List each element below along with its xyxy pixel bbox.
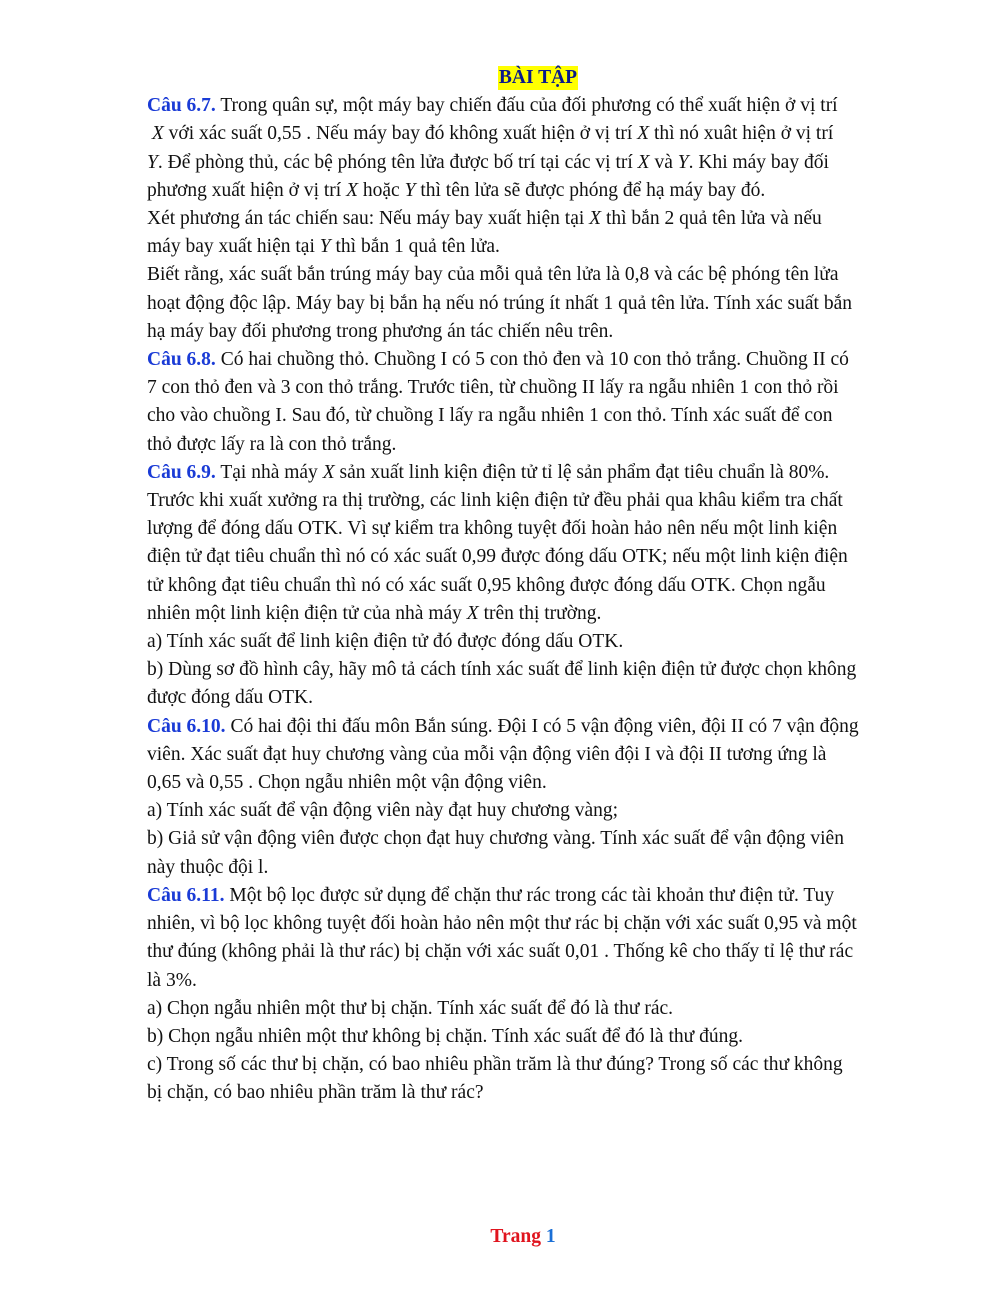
q69-line-5: tử không đạt tiêu chuẩn thì nó có xác suất 0,95 không được đóng dấu OTK. Chọn ngẫu xyxy=(147,574,826,596)
var: Y xyxy=(677,151,689,173)
q69-line-2: Trước khi xuất xưởng ra thị trường, các linh kiện điện tử đều phải qua khâu kiểm tra chất xyxy=(147,490,843,512)
var: X xyxy=(589,208,602,230)
q611-line-1 xyxy=(147,882,927,910)
q68-line-3: cho vào chuồng I. Sau đó, từ chuồng I lấy ra ngẫu nhiên 1 con thỏ. Tính xác suất để con xyxy=(147,405,833,427)
var: X xyxy=(637,151,650,173)
text: sản xuất linh kiện điện tử tỉ lệ sản phẩm đạt tiêu chuẩn là 80%. xyxy=(334,461,830,483)
question-6-7 xyxy=(147,92,927,346)
q611-part-a: a) Chọn ngẫu nhiên một thư bị chặn. Tính xác suất để đó là thư rác. xyxy=(147,997,674,1019)
question-label: Câu 6.8. xyxy=(147,349,216,371)
q67-line-7: Biết rằng, xác suất bắn trúng máy bay của mỗi quả tên lửa là 0,8 và các bệ phóng tên lửa xyxy=(147,264,839,286)
text: . Khi máy bay đối xyxy=(688,151,829,173)
var: X xyxy=(466,602,479,624)
text: trên thị trường. xyxy=(478,602,602,624)
text: thì bắn 2 quả tên lửa và nếu xyxy=(601,208,822,230)
q68-line-1 xyxy=(147,346,927,374)
var: Y xyxy=(147,151,158,173)
q67-line-4 xyxy=(147,177,927,205)
q69-part-a: a) Tính xác suất để linh kiện điện tử đó được đóng dấu OTK. xyxy=(147,631,624,653)
question-6-9 xyxy=(147,459,927,713)
text: nhiên một linh kiện điện tử của nhà máy xyxy=(147,602,467,624)
page-content xyxy=(147,64,927,1108)
text: thì bắn 1 quả tên lửa. xyxy=(330,236,500,258)
q610-line-3: 0,65 và 0,55 . Chọn ngẫu nhiên một vận động viên. xyxy=(147,772,547,794)
q69-line-4: điện tử đạt tiêu chuẩn thì nó có xác suất 0,99 được đóng dấu OTK; nếu một linh kiện điện xyxy=(147,546,848,568)
question-label: Câu 6.11. xyxy=(147,884,225,906)
q611-line-2: nhiên, vì bộ lọc không tuyệt đối hoàn hảo nên một thư rác bị chặn với xác suất 0,95 và một xyxy=(147,913,857,935)
text: máy bay xuất hiện tại xyxy=(147,236,320,258)
q610-line-2: viên. Xác suất đạt huy chương vàng của mỗi vận động viên đội I và đội II tương ứng là xyxy=(147,743,827,765)
q67-line-8: hoạt động độc lập. Máy bay bị bắn hạ nếu nó trúng ít nhất 1 quả tên lửa. Tính xác suất bắn xyxy=(147,292,852,314)
q610-part-b-line-2: này thuộc đội l. xyxy=(147,856,269,878)
q611-line-3: thư đúng (không phải là thư rác) bị chặn với xác suất 0,01 . Thống kê cho thấy tỉ lệ thư rác xyxy=(147,941,854,963)
text: và xyxy=(649,151,678,173)
q611-line-4: là 3%. xyxy=(147,969,197,991)
text: Có hai chuồng thỏ. Chuồng I có 5 con thỏ đen và 10 con thỏ trắng. Chuồng II có xyxy=(215,349,849,371)
text: Một bộ lọc được sử dụng để chặn thư rác trong các tài khoản thư điện tử. Tuy xyxy=(224,884,835,906)
footer-page-number: 1 xyxy=(545,1226,556,1247)
q611-part-b: b) Chọn ngẫu nhiên một thư không bị chặn. Tính xác suất để đó là thư đúng. xyxy=(147,1025,743,1047)
text: . Để phòng thủ, các bệ phóng tên lửa được bố trí tại các vị trí xyxy=(157,151,638,173)
q610-part-a: a) Tính xác suất để vận động viên này đạt huy chương vàng; xyxy=(147,800,619,822)
q68-line-4: thỏ được lấy ra là con thỏ trắng. xyxy=(147,433,397,455)
text: Xét phương án tác chiến sau: Nếu máy bay xuất hiện tại xyxy=(147,208,590,230)
var: Y xyxy=(319,236,331,258)
question-6-10 xyxy=(147,713,927,882)
text: thì nó xuât hiện ở vị trí xyxy=(649,123,834,145)
question-label: Câu 6.7. xyxy=(147,95,216,117)
title-wrap xyxy=(147,64,927,92)
q611-part-c-line-1: c) Trong số các thư bị chặn, có bao nhiêu phần trăm là thư đúng? Trong số các thư không xyxy=(147,1054,843,1076)
page-footer xyxy=(0,1226,1000,1248)
footer-page-word: Trang xyxy=(490,1226,541,1247)
var: Y xyxy=(404,179,416,201)
text: phương xuất hiện ở vị trí xyxy=(147,179,347,201)
q67-line-5 xyxy=(147,205,927,233)
text: hoặc xyxy=(358,179,405,201)
q69-line-6 xyxy=(147,600,927,628)
q610-line-1 xyxy=(147,713,927,741)
q69-line-3: lượng để đóng dấu OTK. Vì sự kiểm tra không tuyệt đối hoàn hảo nên nếu một linh kiện xyxy=(147,518,838,540)
q69-part-b-line-2: được đóng dấu OTK. xyxy=(147,687,314,709)
text: thì tên lửa sẽ được phóng để hạ máy bay đó. xyxy=(415,179,766,201)
q67-line-9: hạ máy bay đối phương trong phương án tác chiến nêu trên. xyxy=(147,320,614,342)
question-6-8 xyxy=(147,346,927,459)
text: Trong quân sự, một máy bay chiến đấu của đối phương có thể xuất hiện ở vị trí xyxy=(215,95,838,117)
var: X xyxy=(322,461,335,483)
text: với xác suất 0,55 . Nếu máy bay đó không xuất hiện ở vị trí xyxy=(163,123,638,145)
q68-line-2: 7 con thỏ đen và 3 con thỏ trắng. Trước tiên, từ chuồng II lấy ra ngẫu nhiên 1 con thỏ rồi xyxy=(147,377,839,399)
q610-part-b-line-1: b) Giả sử vận động viên được chọn đạt huy chương vàng. Tính xác suất để vận động viên xyxy=(147,828,844,850)
q69-part-b-line-1: b) Dùng sơ đồ hình cây, hãy mô tả cách tính xác suất để linh kiện điện tử được chọn không xyxy=(147,659,857,681)
var: X xyxy=(637,123,650,145)
text: Tại nhà máy xyxy=(215,461,323,483)
q67-line-3 xyxy=(147,149,927,177)
page-title: BÀI TẬP xyxy=(498,67,578,88)
question-label: Câu 6.10. xyxy=(147,715,226,737)
question-label: Câu 6.9. xyxy=(147,461,216,483)
q67-line-6 xyxy=(147,233,927,261)
question-6-11 xyxy=(147,882,927,1108)
q611-part-c-line-2: bị chặn, có bao nhiêu phần trăm là thư rác? xyxy=(147,1082,484,1104)
q67-line-2 xyxy=(147,120,927,148)
var: X xyxy=(151,123,164,145)
text: Có hai đội thi đấu môn Bắn súng. Đội I có 5 vận động viên, đội II có 7 vận động xyxy=(225,715,859,737)
q69-line-1 xyxy=(147,459,927,487)
var: X xyxy=(346,179,359,201)
q67-line-1 xyxy=(147,92,927,120)
